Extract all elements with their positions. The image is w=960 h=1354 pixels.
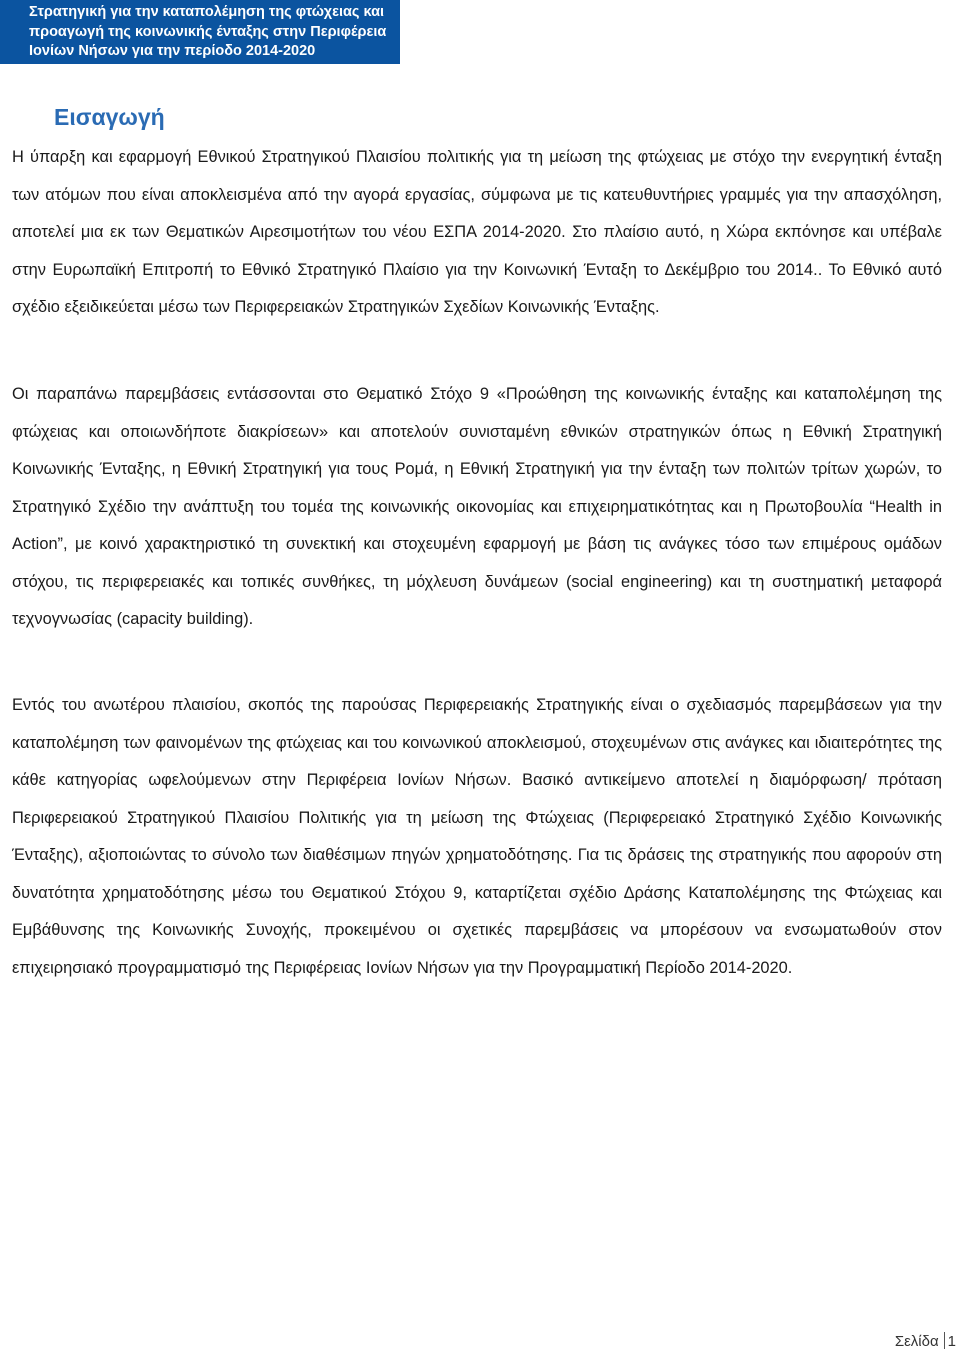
page-label: Σελίδα [894,1333,939,1350]
page-footer [895,1332,956,1350]
paragraph: Οι παραπάνω παρεμβάσεις εντάσσονται στο Θεματικό Στόχο 9 «Προώθηση της κοινωνικής ένταξης και καταπολέμηση της φτώχειας και οποιωνδήποτε διακρίσεων» και αποτελούν συνισταμένη εθνικών στρατηγικών όπως η Εθνική Στρατηγική Κοινωνικής Ένταξης, η Εθνική Στρατηγική για τους Ρομά, η Εθνική Στρατηγική για την ένταξη των πολιτών τρίτων χωρών, το Στρατηγικό Σχέδιο την ανάπτυξη του τομέα της κοινωνικής οικονομίας και επιχειρηματικότητας και η Πρωτοβουλία “Health in Action”, με κοινό χαρακτηριστικό τη συνεκτική και στοχευμένη εφαρμογή με βάση τις ανάγκες τόσο των επιμέρους ομάδων στόχου, τις περιφερειακές και τοπικές συνθήκες, τη μόχλευση δυνάμεων (social engineering) και τη συστηματική μεταφορά τεχνογνωσίας (capacity building). [12,385,942,628]
page-number: 1 [947,1333,956,1350]
header-line: Στρατηγική για την καταπολέμηση της φτώχειας και [29,4,385,20]
footer-separator [944,1332,945,1349]
paragraph: Η ύπαρξη και εφαρμογή Εθνικού Στρατηγικού Πλαισίου πολιτικής για τη μείωση της φτώχειας με στόχο την ενεργητική ένταξη των ατόμων που είναι αποκλεισμένα από την αγορά εργασίας, σύμφωνα με τις κατευθυντήριες γραμμές για την απασχόληση, αποτελεί μια εκ των Θεματικών Αιρεσιμοτήτων του νέου ΕΣΠΑ 2014-2020. Στο πλαίσιο αυτό, η Χώρα εκπόνησε και υπέβαλε στην Ευρωπαϊκή Επιτροπή το Εθνικό Στρατηγικό Πλαίσιο για την Κοινωνική Ένταξη το Δεκέμβριο του 2014.. Το Εθνικό αυτό σχέδιο εξειδικεύεται μέσω των Περιφερειακών Στρατηγικών Σχεδίων Κοινωνικής Ένταξης. [12,148,942,316]
header-line: προαγωγή της κοινωνικής ένταξης στην Περιφέρεια [29,23,387,40]
header-line: Ιονίων Νήσων για την περίοδο 2014-2020 [29,43,316,59]
section-title: Εισαγωγή [54,104,165,130]
paragraph: Εντός του ανωτέρου πλαισίου, σκοπός της παρούσας Περιφερειακής Στρατηγικής είναι ο σχεδιασμός παρεμβάσεων για την καταπολέμηση των φαινομένων της φτώχειας και του κοινωνικού αποκλεισμού, στοχευμένων στις ανάγκες και ιδιαιτερότητες της κάθε κατηγορίας ωφελούμενων στην Περιφέρεια Ιονίων Νήσων. Βασικό αντικείμενο αποτελεί η διαμόρφωση/ πρόταση Περιφερειακού Στρατηγικού Πλαισίου Πολιτικής για τη μείωση της Φτώχειας (Περιφερειακό Στρατηγικό Σχέδιο Κοινωνικής Ένταξης), αξιοποιώντας το σύνολο των διαθέσιμων πηγών χρηματοδότησης. Για τις δράσεις της στρατηγικής που αφορούν στη δυνατότητα χρηματοδότησης μέσω του Θεματικού Στόχου 9, καταρτίζεται σχέδιο Δράσης Καταπολέμησης της Φτώχειας και Εμβάθυνσης της Κοινωνικής Συνοχής, προκειμένου οι σχετικές παρεμβάσεις να μπορέσουν να ενσωματωθούν στον επιχειρησιακό προγραμματισμό της Περιφέρειας Ιονίων Νήσων για την Προγραμματική Περίοδο 2014-2020. [12,696,942,977]
document-header [0,0,400,64]
